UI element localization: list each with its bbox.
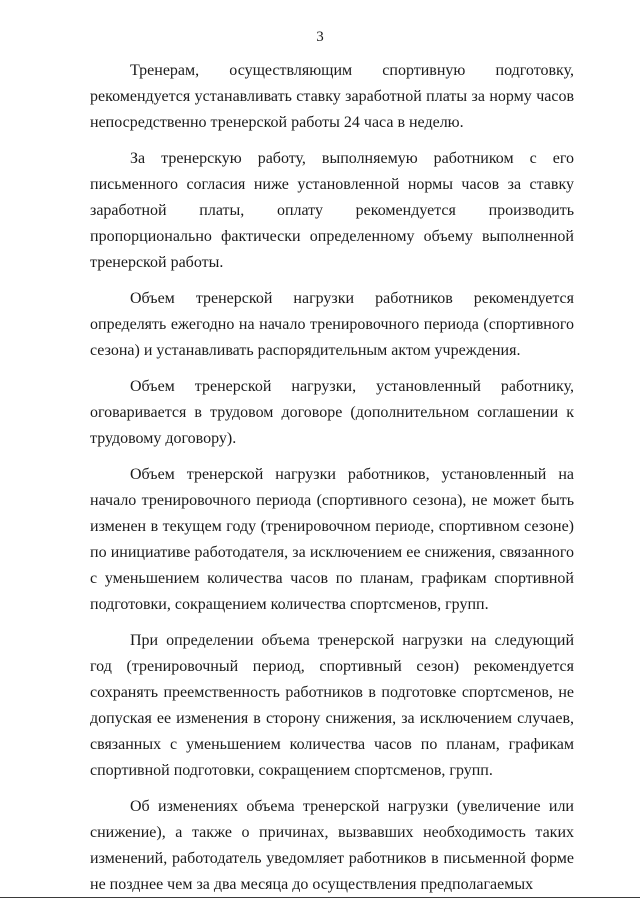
document-body [90, 58, 574, 898]
paragraph-next-year-load: При определении объема тренерской нагрузки на следующий год (тренировочный период, спортивный сезон) рекомендуется сохранять преемственность работников в подготовке спортсменов, не допуская ее изменения в сторону снижения, за исключением случаев, связанных с уменьшением количества часов по планам, графикам спортивной подготовки, сокращением спортсменов, групп. [90, 632, 574, 779]
scan-bottom-edge [0, 897, 640, 898]
paragraph-below-norm-payment: За тренерскую работу, выполняемую работником с его письменного согласия ниже установленной нормы часов за ставку заработной платы, оплату рекомендуется производить пропорционально фактически определенному объему выполненной тренерской работы. [90, 150, 574, 271]
paragraph-coach-rate: Тренерам, осуществляющим спортивную подготовку, рекомендуется устанавливать ставку заработной платы за норму часов непосредственно тренерской работы 24 часа в неделю. [90, 62, 574, 131]
paragraph-contract-load: Объем тренерской нагрузки, установленный работнику, оговаривается в трудовом договоре (дополнительном соглашении к трудовому договору). [90, 378, 574, 447]
paragraph-annual-load: Объем тренерской нагрузки работников рекомендуется определять ежегодно на начало тренировочного периода (спортивного сезона) и устанавливать распорядительным актом учреждения. [90, 290, 574, 359]
page-number: 3 [316, 29, 324, 45]
paragraph-change-notification: Об изменениях объема тренерской нагрузки (увеличение или снижение), а также о причинах, вызвавших необходимость таких изменений, работодатель уведомляет работников в письменной форме не позднее чем за два месяца до осуществления предполагаемых [90, 798, 574, 893]
paragraph-load-change-restriction: Объем тренерской нагрузки работников, установленный на начало тренировочного периода (спортивного сезона), не может быть изменен в текущем году (тренировочном периоде, спортивном сезоне) по инициативе работодателя, за исключением ее снижения, связанного с уменьшением количества часов по планам, графикам спортивной подготовки, сокращением количества спортсменов, групп. [90, 466, 574, 613]
